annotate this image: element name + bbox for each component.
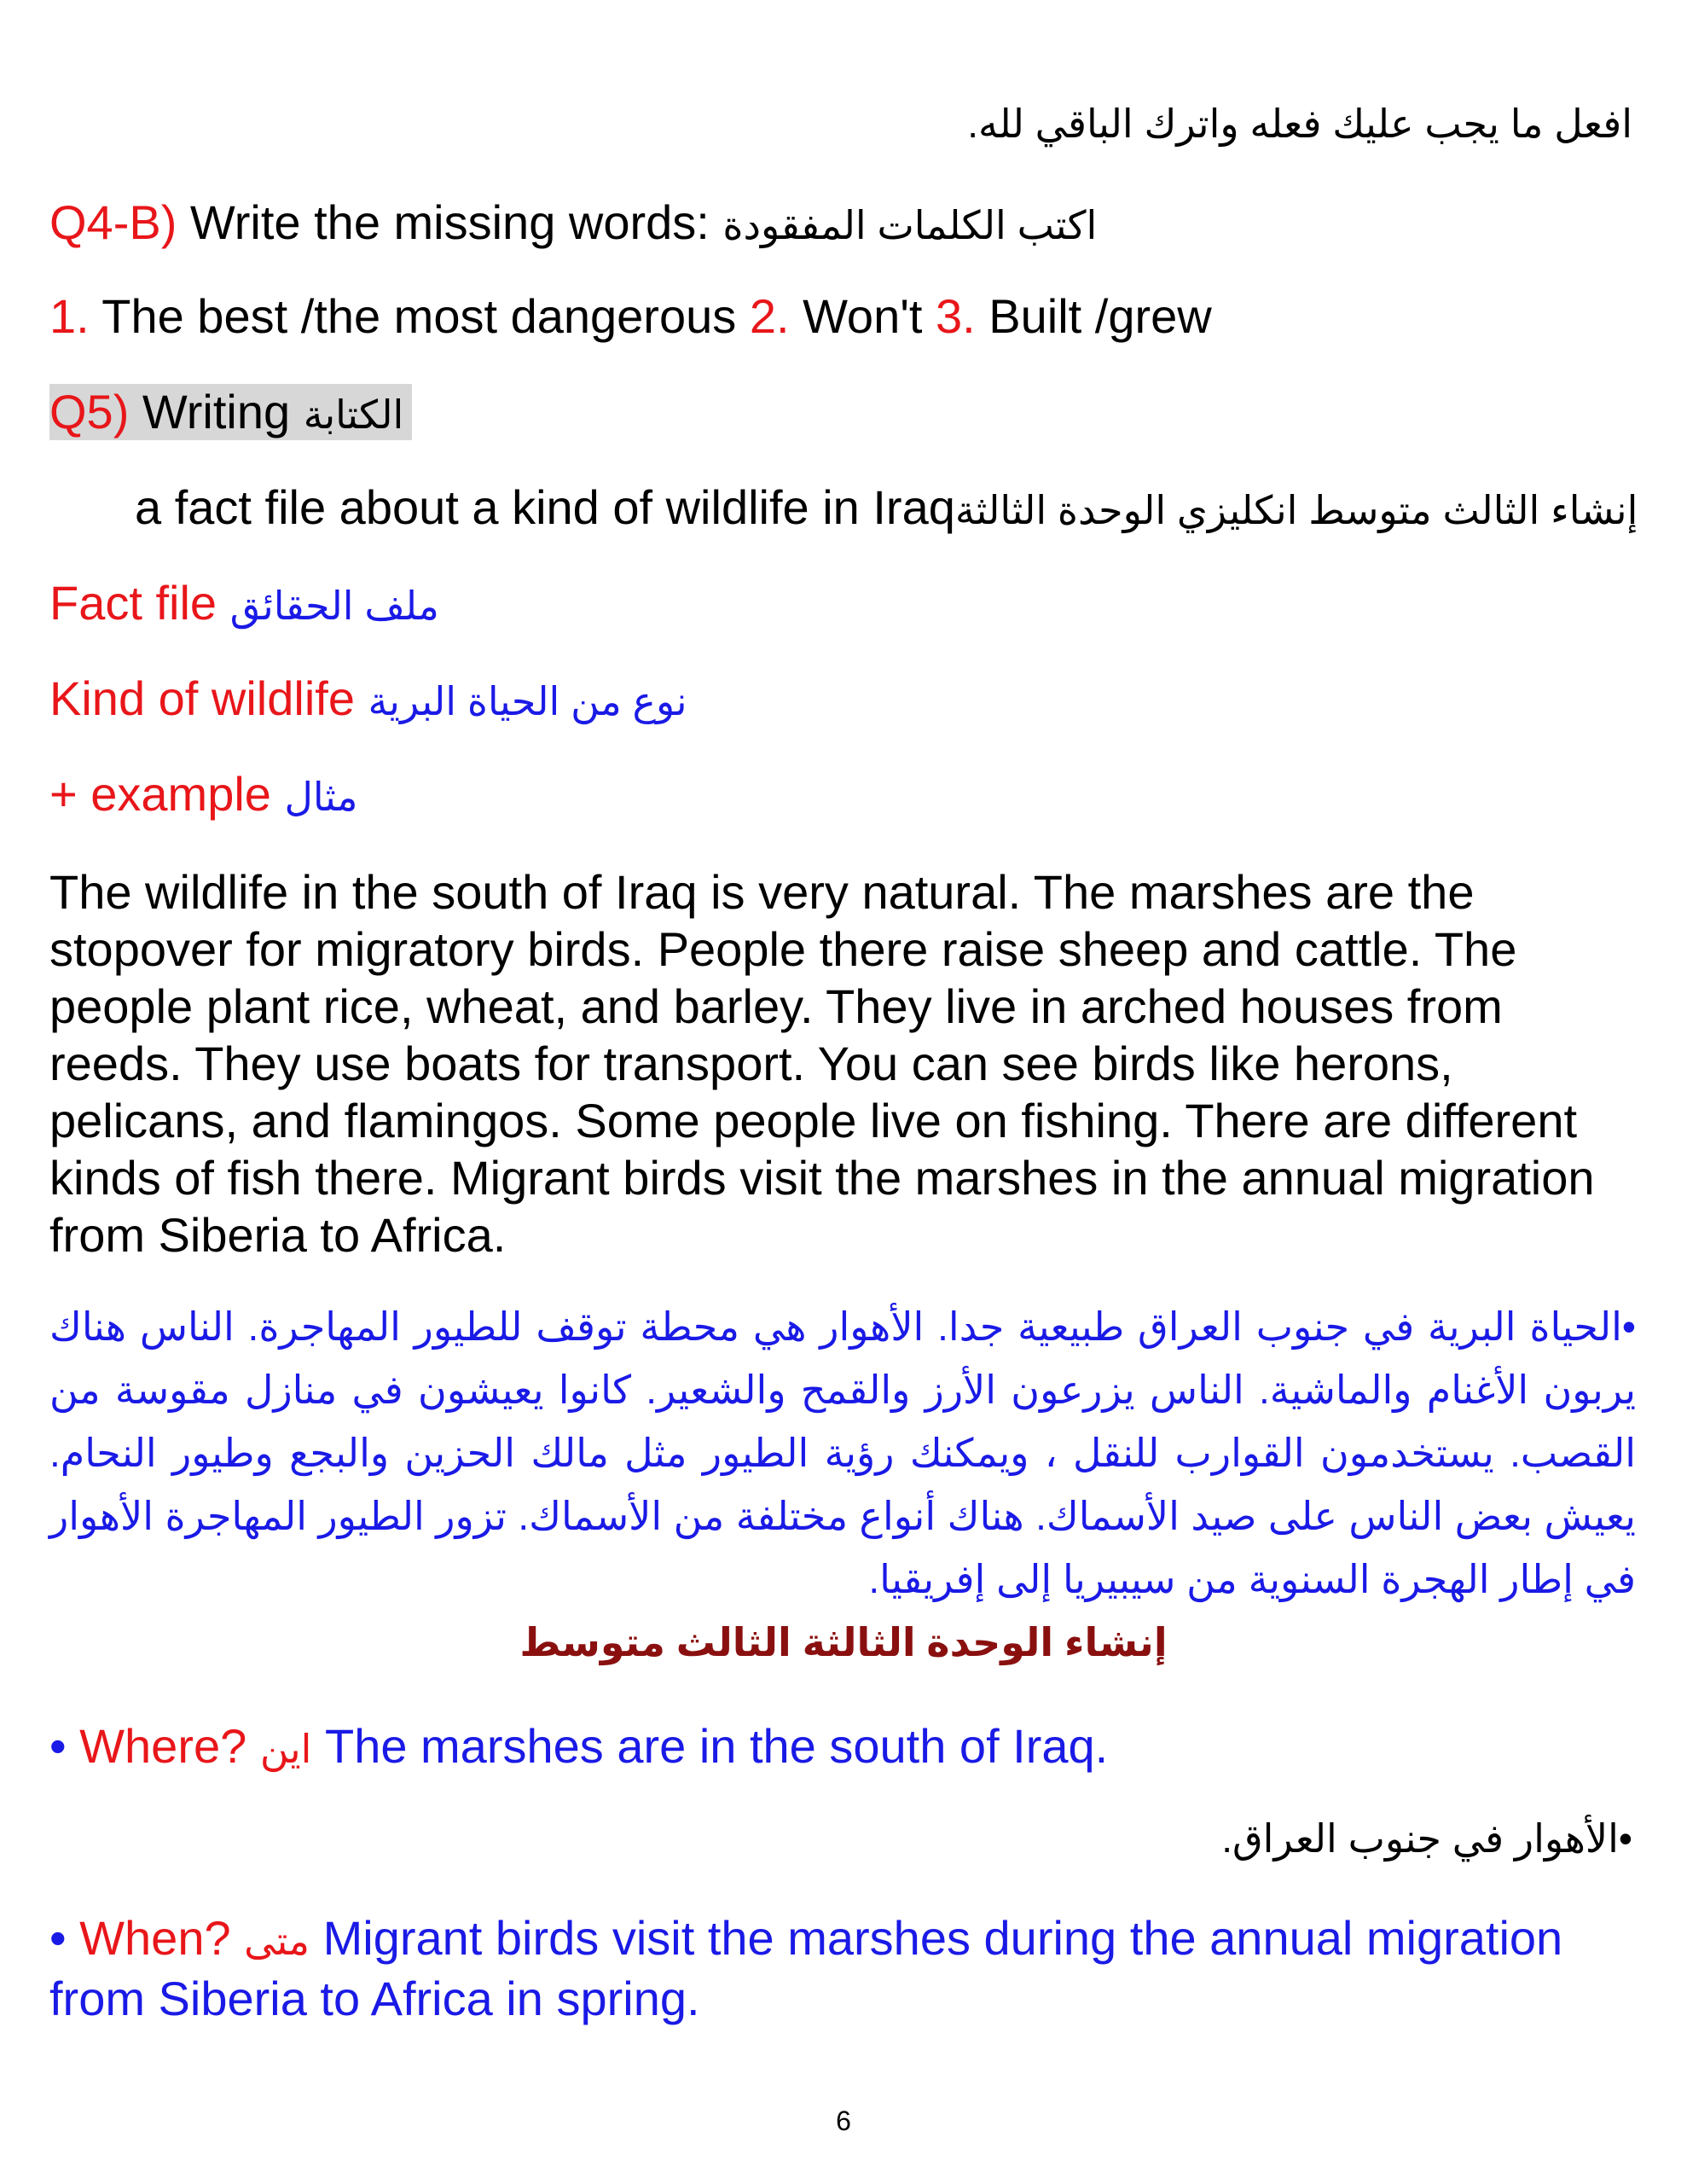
where-answer-arabic: •الأهوار في جنوب العراق.	[1221, 1816, 1632, 1861]
kind-of-wildlife-english: Kind of wildlife	[49, 671, 368, 725]
answer-number-3: 3.	[936, 289, 976, 343]
writing-topic-arabic: إنشاء الثالث متوسط انكليزي الوحدة الثالثة	[954, 488, 1638, 532]
q4b-label: Q4-B)	[49, 195, 177, 249]
answer-number-1: 1.	[49, 289, 90, 343]
page-number: 6	[836, 2106, 851, 2136]
where-question	[49, 1718, 1108, 1774]
q4b-instruction: Write the missing words:	[177, 195, 723, 249]
fact-file-line	[49, 575, 439, 630]
q5-label: Q5)	[49, 385, 130, 439]
example-english: + example	[49, 767, 285, 821]
q4b-instruction-arabic: اكتب الكلمات المفقودة	[722, 203, 1098, 247]
example-arabic: مثال	[284, 775, 358, 819]
answer-number-2: 2.	[749, 289, 790, 343]
fact-file-arabic: ملف الحقائق	[229, 584, 439, 628]
q5-heading	[49, 384, 412, 440]
example-line	[49, 766, 357, 822]
english-paragraph: The wildlife in the south of Iraq is very natural. The marshes are the stopover for migratory birds. People there raise sheep and cattle. The people plant rice, wheat, and barley. They live in arched houses from reeds. They use boats for transport. You can see birds like herons, pelicans, and flamingos. Some people live on fishing. There are different kinds of fish there. Migrant birds visit the marshes in the annual migration from Siberia to Africa.	[49, 865, 1595, 1262]
when-bullet: •	[49, 1911, 80, 1965]
where-answer: The marshes are in the south of Iraq.	[311, 1719, 1109, 1773]
writing-topic-english: a fact file about a kind of wildlife in Iraq	[135, 480, 955, 534]
q4b-question	[49, 195, 1097, 250]
intro-arabic-line: افعل ما يجب عليك فعله واترك الباقي لله.	[967, 102, 1632, 146]
where-label: Where?	[79, 1719, 260, 1773]
when-answer: Migrant birds visit the marshes during the annual migration from Siberia to Africa in spring.	[49, 1911, 1563, 2025]
kind-of-wildlife-line	[49, 671, 687, 726]
q5-title-arabic: الكتابة	[303, 392, 404, 437]
when-label: When?	[79, 1911, 245, 1965]
section-title: إنشاء الوحدة الثالثة الثالث متوسط	[519, 1620, 1168, 1664]
when-question	[49, 1909, 1636, 2027]
where-label-arabic: اين	[259, 1727, 312, 1771]
when-label-arabic: متى	[244, 1919, 310, 1963]
fact-file-english: Fact file	[49, 576, 230, 630]
arabic-paragraph: •الحياة البرية في جنوب العراق طبيعية جدا. الأهوار هي محطة توقف للطيور المهاجرة. الناس هناك يربون الأغنام والماشية. الناس يزرعون الأرز والقمح والشعير. كانوا يعيشون في منازل مقوسة من القصب. يستخدمون القوارب للنقل ، ويمكنك رؤية الطيور مثل مالك الحزين والبجع وطيور النحام. يعيش بعض الناس على صيد الأسماك. هناك أنواع مختلفة من الأسماك. تزور الطيور المهاجرة الأهوار في إطار الهجرة السنوية من سيبيريا إلى إفريقيا.	[49, 1304, 1636, 1601]
writing-topic	[135, 479, 1638, 535]
answer-3: Built /grew	[975, 289, 1212, 343]
answer-1: The best /the most dangerous	[89, 289, 750, 343]
where-bullet: •	[49, 1719, 80, 1773]
q4b-answers	[49, 288, 1212, 344]
answer-2: Won't	[789, 289, 936, 343]
kind-of-wildlife-arabic: نوع من الحياة البرية	[368, 679, 687, 723]
q5-title: Writing	[129, 385, 304, 439]
